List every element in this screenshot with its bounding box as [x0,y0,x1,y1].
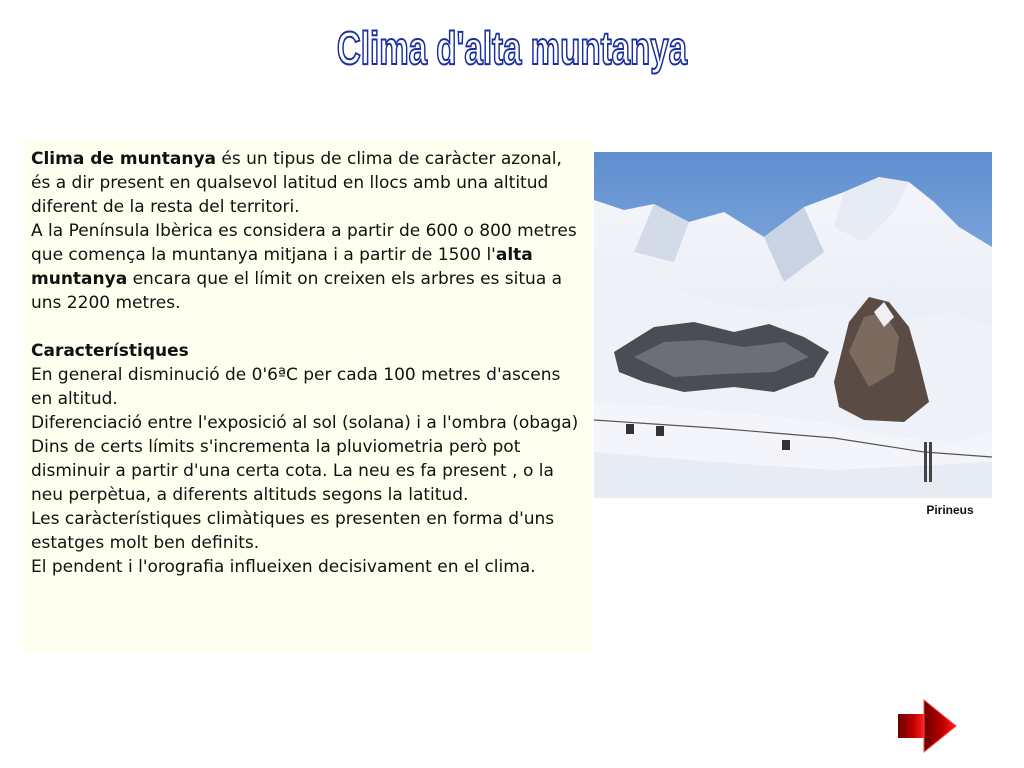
intro-paragraph-2 [31,219,584,315]
spacer [31,315,584,339]
slide-title: Clima d'alta muntanya [336,22,688,74]
intro-paragraph [31,147,584,219]
intro-text-2b: encara que el límit on creixen els arbres es situa a uns 2200 metres. [31,269,563,313]
characteristic-item: Dins de certs límits s'incrementa la pluviometria però pot disminuir a partir d'una certa cota. La neu es fa present , o la neu perpètua, a diferents altituds segons la latitud. [31,437,554,505]
text-panel [22,140,592,652]
characteristic-item: El pendent i l'orografia influeixen decisivament en el clima. [31,557,536,577]
next-arrow-icon [896,696,960,756]
intro-text-2-bold: alta muntanya [31,245,533,289]
intro-text-1: és un tipus de clima de caràcter azonal, és a dir present en qualsevol latitud en llocs amb una altitud diferent de la resta del territori. [31,149,562,217]
intro-text-2a: A la Península Ibèrica es considera a partir de 600 o 800 metres que comença la muntanya mitjana i a partir de 1500 l' [31,221,577,265]
intro-term: Clima de muntanya [31,149,217,169]
characteristic-item: En general disminució de 0'6ªC per cada 100 metres d'ascens en altitud. [31,365,561,409]
characteristics-heading: Característiques [31,341,189,361]
mountain-photo [594,152,992,498]
characteristic-item: Diferenciació entre l'exposició al sol (solana) i a l'ombra (obaga) [31,413,579,433]
photo-caption: Pirineus [926,503,974,517]
characteristic-item: Les caràcterístiques climàtiques es presenten en forma d'uns estatges molt ben definits. [31,509,555,553]
next-button[interactable] [896,696,960,756]
